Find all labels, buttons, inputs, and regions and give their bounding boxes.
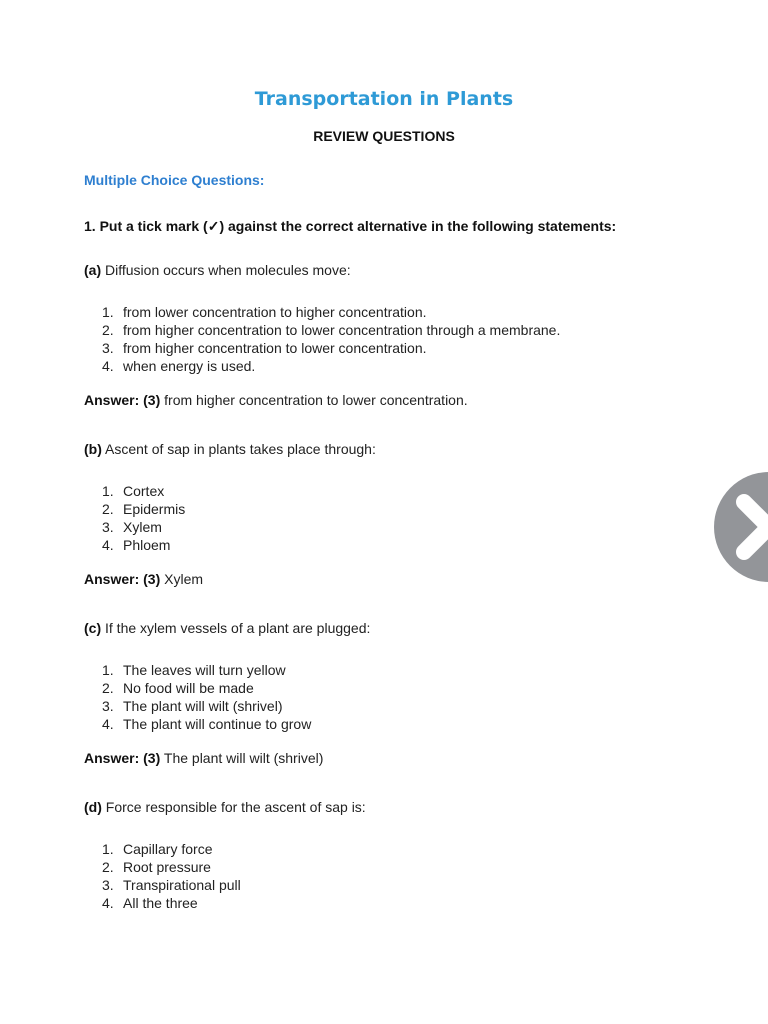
- list-item: [84, 679, 704, 697]
- list-item: [84, 321, 704, 339]
- option-number: 2.: [102, 680, 114, 696]
- option-text: Capillary force: [123, 841, 213, 857]
- question-id: (a): [84, 262, 102, 278]
- section-heading: Multiple Choice Questions:: [84, 172, 265, 188]
- option-number: 4.: [102, 716, 114, 732]
- option-text: The leaves will turn yellow: [123, 662, 286, 678]
- answer-number: (3): [143, 392, 161, 408]
- options-list: [84, 482, 704, 554]
- list-item: [84, 697, 704, 715]
- list-item: [84, 303, 704, 321]
- option-text: Cortex: [123, 483, 165, 499]
- option-text: The plant will wilt (shrivel): [123, 698, 283, 714]
- option-text: Xylem: [123, 519, 162, 535]
- answer-text: from higher concentration to lower concentration.: [164, 392, 468, 408]
- option-number: 3.: [102, 698, 114, 714]
- option-number: 1.: [102, 483, 114, 499]
- option-number: 1.: [102, 304, 114, 320]
- option-number: 3.: [102, 519, 114, 535]
- close-overlay-button[interactable]: [714, 472, 768, 582]
- list-item: [84, 500, 704, 518]
- option-text: Root pressure: [123, 859, 211, 875]
- question-body: Force responsible for the ascent of sap is:: [105, 799, 366, 815]
- list-item: [84, 339, 704, 357]
- question-id: (c): [84, 620, 102, 636]
- option-number: 4.: [102, 537, 114, 553]
- option-number: 4.: [102, 895, 114, 911]
- list-item: [84, 876, 704, 894]
- instruction-text: 1. Put a tick mark (✓) against the correct alternative in the following statements:: [84, 218, 617, 234]
- list-item: [84, 840, 704, 858]
- option-text: The plant will continue to grow: [123, 716, 312, 732]
- question-text: [84, 620, 704, 636]
- answer-number: (3): [143, 571, 161, 587]
- options-list: [84, 303, 704, 375]
- option-text: Epidermis: [123, 501, 186, 517]
- option-text: when energy is used.: [123, 358, 256, 374]
- document-title: Transportation in Plants: [254, 88, 514, 110]
- question-text: [84, 262, 704, 278]
- option-number: 2.: [102, 322, 114, 338]
- answer-label: Answer:: [84, 571, 140, 587]
- options-list: [84, 840, 704, 912]
- question-text: [84, 799, 704, 815]
- answer-label: Answer:: [84, 750, 140, 766]
- answer-label: Answer:: [84, 392, 140, 408]
- option-number: 1.: [102, 841, 114, 857]
- option-text: Transpirational pull: [123, 877, 241, 893]
- list-item: [84, 858, 704, 876]
- list-item: [84, 536, 704, 554]
- close-icon: [714, 472, 768, 582]
- option-text: from higher concentration to lower concentration.: [123, 340, 427, 356]
- option-number: 2.: [102, 501, 114, 517]
- option-text: from higher concentration to lower concentration through a membrane.: [123, 322, 561, 338]
- question-body: If the xylem vessels of a plant are plugged:: [105, 620, 371, 636]
- list-item: [84, 715, 704, 733]
- option-number: 2.: [102, 859, 114, 875]
- question-text: [84, 441, 704, 457]
- document-subtitle: REVIEW QUESTIONS: [313, 128, 455, 144]
- option-text: All the three: [123, 895, 198, 911]
- question-body: Ascent of sap in plants takes place through:: [105, 441, 376, 457]
- option-text: Phloem: [123, 537, 171, 553]
- question-body: Diffusion occurs when molecules move:: [105, 262, 351, 278]
- option-text: from lower concentration to higher concentration.: [123, 304, 427, 320]
- options-list: [84, 661, 704, 733]
- list-item: [84, 357, 704, 375]
- question-block-d: [84, 799, 704, 912]
- answer-line: [84, 392, 704, 408]
- question-block-a: [84, 262, 704, 408]
- list-item: [84, 518, 704, 536]
- option-number: 4.: [102, 358, 114, 374]
- question-block-c: [84, 620, 704, 766]
- option-text: No food will be made: [123, 680, 254, 696]
- question-block-b: [84, 441, 704, 587]
- option-number: 3.: [102, 877, 114, 893]
- answer-text: The plant will wilt (shrivel): [163, 750, 324, 766]
- list-item: [84, 482, 704, 500]
- answer-number: (3): [143, 750, 161, 766]
- option-number: 1.: [102, 662, 114, 678]
- answer-line: [84, 571, 704, 587]
- question-id: (b): [84, 441, 102, 457]
- list-item: [84, 894, 704, 912]
- answer-text: Xylem: [164, 571, 204, 587]
- list-item: [84, 661, 704, 679]
- question-id: (d): [84, 799, 102, 815]
- answer-line: [84, 750, 704, 766]
- option-number: 3.: [102, 340, 114, 356]
